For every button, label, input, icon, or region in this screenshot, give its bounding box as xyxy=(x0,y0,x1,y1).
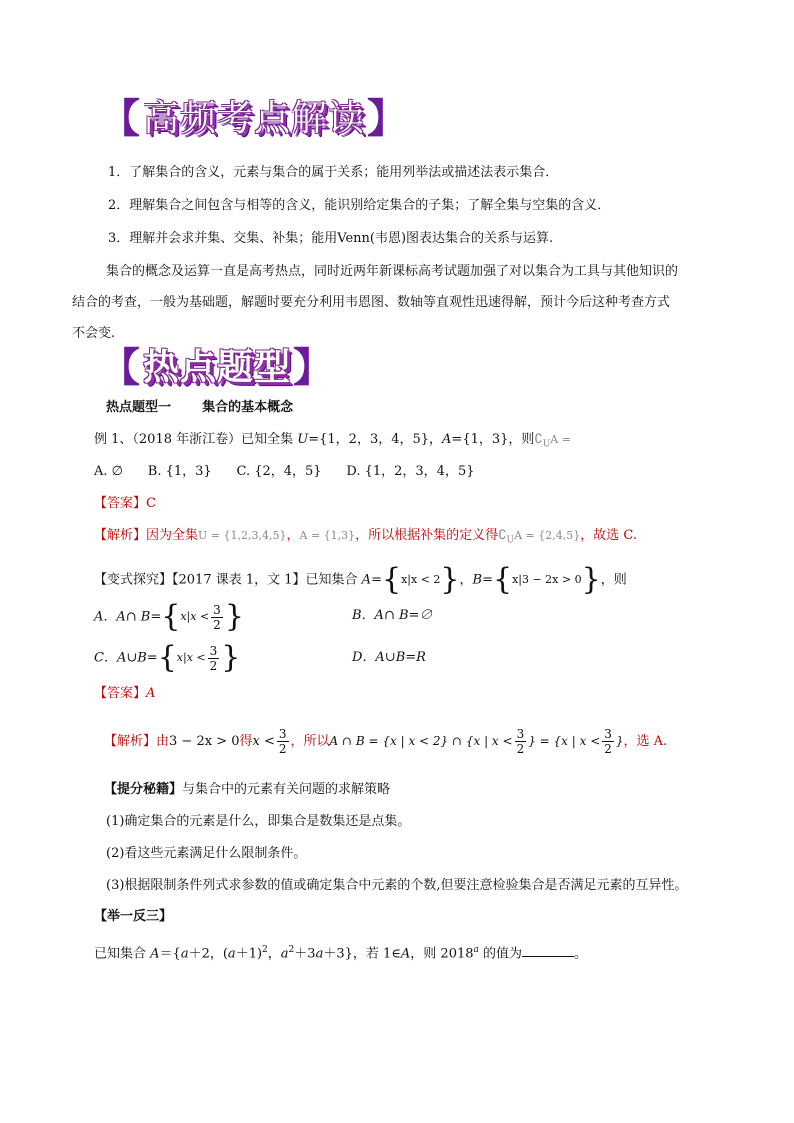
banner-title: 热点题型 xyxy=(143,347,292,388)
tips-item-1: (1)确定集合的元素是什么，即集合是数集还是点集。 xyxy=(106,814,411,829)
banner-high-frequency xyxy=(100,96,409,142)
intro-para-line-1: 集合的概念及运算一直是高考热点，同时近两年新课标高考试题加强了对以集合为工具与其他知识的 xyxy=(106,264,679,279)
answer-blank[interactable] xyxy=(522,942,574,957)
intro-para-line-3: 不会变. xyxy=(72,326,116,341)
example-1-options: A. ∅ B. {1，3} C. {2，4，5} D. {1，2，3，4，5} xyxy=(94,464,475,479)
practice-heading: 【举一反三】 xyxy=(94,909,173,924)
intro-item-1: 1．了解集合的含义，元素与集合的属于关系；能用列举法或描述法表示集合． xyxy=(108,165,559,180)
banner-left-bracket: 【 xyxy=(100,96,141,142)
banner-right-bracket: 】 xyxy=(367,96,409,142)
section-heading xyxy=(106,398,293,418)
example-1-stem: 例 1、（2018 年浙江卷）已知全集 U={1，2，3，4，5}，A={1，3}，则$∁_UA$ = xyxy=(94,432,571,450)
variant-option-a: A．A∩ B= { x|x < $\frac{3}{2}$ } xyxy=(94,599,244,634)
variant-stem: 【变式探究】【2017 课表 1，文 1】已知集合 A= { x|x < 2 } ，B= { x|3 − 2x > 0 } ，则 xyxy=(94,562,627,597)
banner-title: 高频考点解读 xyxy=(143,98,366,139)
variant-option-b: B．A∩ B=∅ xyxy=(352,608,433,623)
section-label: 热点题型一 xyxy=(106,400,172,415)
tips-heading: 【提分秘籍】与集合中的元素有关问题的求解策略 xyxy=(104,782,391,797)
example-1-analysis: 【解析】因为全集U = {1,2,3,4,5}，A = {1,3}，所以根据补集的定义得$∁_UA = \{2,4,5\}$，故选 C. xyxy=(94,528,637,546)
section-title: 集合的基本概念 xyxy=(202,400,294,415)
variant-option-c: C．A∪B= { x|x < $\frac{3}{2}$ } xyxy=(94,640,241,675)
banner-left-bracket: 【 xyxy=(100,345,141,391)
intro-para-line-2: 结合的考查，一般为基础题，解题时要充分利用韦恩图、数轴等直观性迅速得解，预计今后这种考查方式 xyxy=(72,295,671,310)
variant-analysis: 【解析】由3 − 2x > 0得x < $\frac{3}{2}$ ，所以A ∩ B = {x | x < 2} ∩ {x | x < $\frac{3}{2}$ } = {x | x < $\frac{3}{2}$ }，选 A. xyxy=(104,727,668,756)
example-1-answer: 【答案】C xyxy=(94,496,156,511)
intro-item-2: 2．理解集合之间包含与相等的含义，能识别给定集合的子集；了解全集与空集的含义． xyxy=(108,198,611,213)
intro-item-3: 3．理解并会求并集、交集、补集；能用Venn(韦恩)图表达集合的关系与运算. xyxy=(108,231,554,246)
tips-item-2: (2)看这些元素满足什么限制条件。 xyxy=(106,846,307,861)
variant-answer: 【答案】A xyxy=(94,686,156,701)
practice-question: 已知集合 A＝{a＋2，$(a+1)^2$，$a^2+3a+3$}，若 1∈A，则 2018$^a$ 的值为 。 xyxy=(94,940,587,964)
variant-option-d: D．A∪B=R xyxy=(352,650,426,665)
banner-hot-topics xyxy=(100,345,335,391)
banner-right-bracket: 】 xyxy=(293,345,335,391)
tips-item-3: (3)根据限制条件列式求参数的值或确定集合中元素的个数,但要注意检验集合是否满足元素的互异性。 xyxy=(106,878,688,893)
